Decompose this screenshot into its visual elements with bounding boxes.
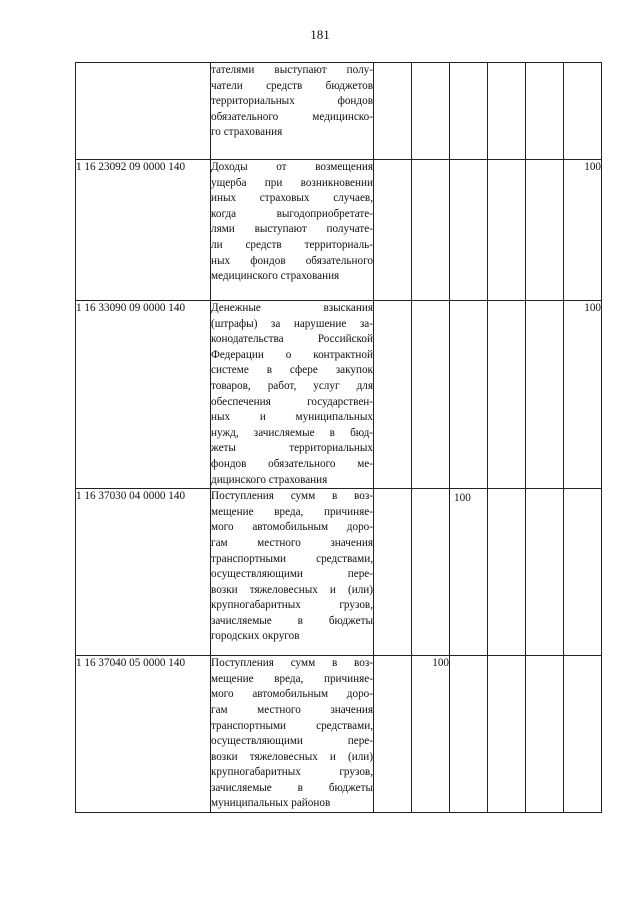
description-cell: [211, 63, 374, 160]
description-line: ных и муниципальных: [211, 411, 373, 424]
description-line: муниципальных районов: [211, 797, 331, 810]
description-line: ущерба при возникновении: [211, 176, 373, 189]
value-cell: 100: [412, 656, 450, 813]
page-number: 181: [310, 27, 330, 42]
table-row: [76, 301, 602, 489]
value-cell: 100: [564, 160, 602, 301]
value-cell: [488, 489, 526, 656]
budget-code-cell: 1 16 33090 09 0000 140: [76, 301, 211, 489]
value-cell: [564, 489, 602, 656]
description-line: мого автомобильным доро-: [211, 688, 373, 701]
value-cell: [374, 301, 412, 489]
description-line: городских округов: [211, 630, 300, 643]
value-cell: [564, 63, 602, 160]
value-cell: [412, 301, 450, 489]
value-cell: [488, 63, 526, 160]
description-line: гам местного значения: [211, 536, 373, 549]
description-line: возки тяжеловесных и (или): [211, 583, 373, 596]
description-line: нужд, зачисляемые в бюд-: [211, 426, 373, 439]
description-cell: [211, 301, 374, 489]
budget-classification-table: [75, 62, 602, 813]
budget-code-cell: 1 16 37030 04 0000 140: [76, 489, 211, 656]
description-line: осуществляющими пере-: [211, 568, 373, 581]
table-body: [76, 63, 602, 813]
value-cell: [526, 656, 564, 813]
value-cell: [450, 301, 488, 489]
description-line: зачисляемые в бюджеты: [211, 781, 373, 794]
description-line: транспортными средствами,: [211, 719, 373, 732]
value-cell: [450, 656, 488, 813]
value-cell: [374, 656, 412, 813]
description-line: ных фондов обязательного: [211, 254, 373, 267]
description-line: территориальных фондов: [211, 95, 373, 108]
description-line: когда выгодоприобретате-: [211, 207, 373, 220]
description-line: мещение вреда, причиняе-: [211, 672, 373, 685]
table-row: [76, 63, 602, 160]
value-cell: [412, 160, 450, 301]
description-cell: [211, 160, 374, 301]
description-line: осуществляющими пере-: [211, 735, 373, 748]
value-cell: [412, 63, 450, 160]
description-line: Доходы от возмещения: [211, 161, 373, 173]
value-cell: 100: [564, 301, 602, 489]
value-cell: [450, 63, 488, 160]
description-line: Поступления сумм в воз-: [211, 657, 373, 670]
table-row: [76, 160, 602, 301]
value-cell: [488, 656, 526, 813]
description-line: гам местного значения: [211, 703, 373, 716]
description-line: медицинского страхования: [211, 270, 340, 283]
description-line: Денежные взыскания: [211, 302, 373, 314]
value-cell: [526, 489, 564, 656]
description-line: зачисляемые в бюджеты: [211, 614, 373, 627]
description-line: возки тяжеловесных и (или): [211, 750, 373, 763]
description-line: крупногабаритных грузов,: [211, 599, 373, 612]
description-line: товаров, работ, услуг для: [211, 379, 373, 392]
description-line: го страхования: [211, 126, 283, 139]
description-line: дицинского страхования: [211, 473, 328, 486]
value-cell: 100: [450, 489, 488, 656]
description-line: чатели средств бюджетов: [211, 79, 373, 92]
table-row: [76, 489, 602, 656]
value-cell: [374, 489, 412, 656]
description-line: фондов обязательного ме-: [211, 457, 373, 470]
description-line: обеспечения государствен-: [211, 395, 373, 408]
value-cell: [374, 63, 412, 160]
value-cell: [526, 160, 564, 301]
budget-code-cell: 1 16 23092 09 0000 140: [76, 160, 211, 301]
budget-code-cell: [76, 63, 211, 160]
description-cell: [211, 489, 374, 656]
description-cell: [211, 656, 374, 813]
description-line: мещение вреда, причиняе-: [211, 505, 373, 518]
table-row: [76, 656, 602, 813]
description-line: лями выступают получате-: [211, 223, 373, 236]
description-line: ли средств территориаль-: [211, 238, 373, 251]
description-line: Поступления сумм в воз-: [211, 490, 373, 503]
value-cell: [526, 301, 564, 489]
description-line: Федерации о контрактной: [211, 348, 373, 361]
description-line: крупногабаритных грузов,: [211, 766, 373, 779]
value-cell: [488, 160, 526, 301]
description-line: мого автомобильным доро-: [211, 521, 373, 534]
description-line: жеты территориальных: [211, 442, 373, 455]
value-cell: [564, 656, 602, 813]
description-line: иных страховых случаев,: [211, 192, 373, 205]
description-line: конодательства Российской: [211, 333, 373, 346]
description-line: обязательного медицинско-: [211, 110, 373, 123]
description-line: тателями выступают полу-: [211, 64, 373, 76]
description-line: транспортными средствами,: [211, 552, 373, 565]
value-cell: [374, 160, 412, 301]
value-cell: [412, 489, 450, 656]
value-cell: [488, 301, 526, 489]
value-cell: [526, 63, 564, 160]
budget-code-cell: 1 16 37040 05 0000 140: [76, 656, 211, 813]
value-cell: [450, 160, 488, 301]
description-line: системе в сфере закупок: [211, 364, 373, 377]
description-line: (штрафы) за нарушение за-: [211, 317, 373, 330]
